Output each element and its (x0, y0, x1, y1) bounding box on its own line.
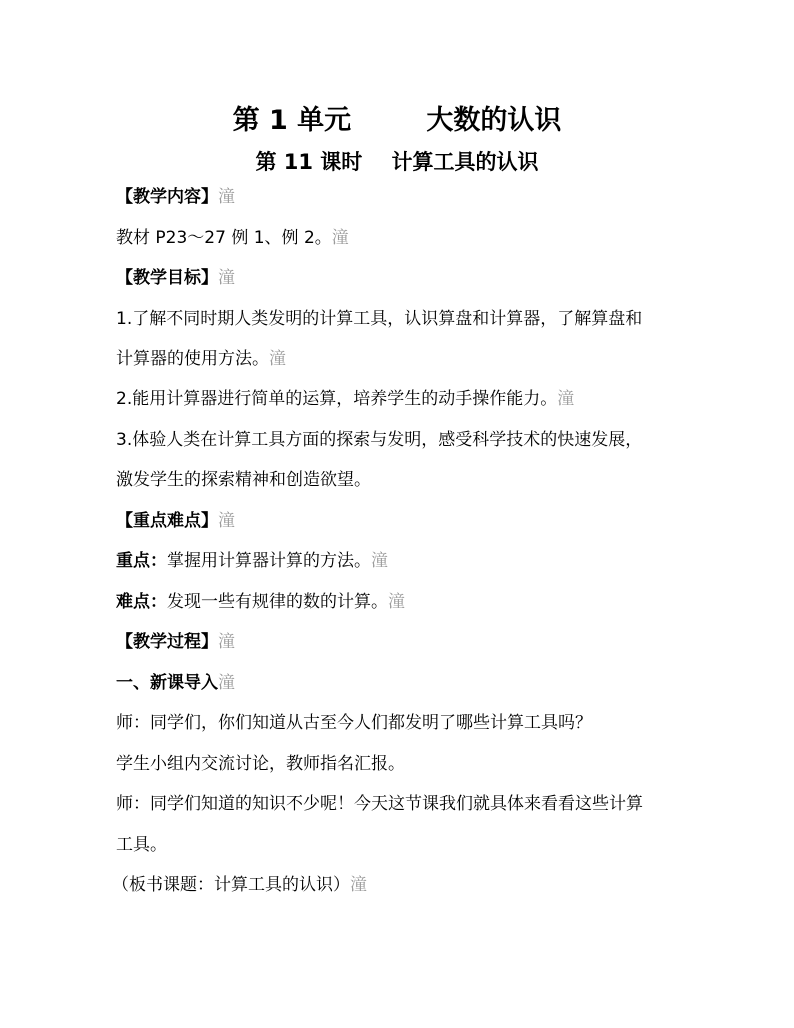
process-heading: 【教学过程】 (116, 632, 218, 652)
keypoints-heading: 【重点难点】 (116, 511, 218, 531)
mark-glyph: 潼 (557, 389, 575, 409)
mark-glyph: 潼 (218, 673, 235, 693)
mark-glyph: 潼 (350, 875, 367, 895)
content-text-line (116, 228, 716, 248)
mark-glyph: 潼 (218, 511, 235, 531)
goals-heading-line (116, 268, 716, 288)
goal1-line2: 计算器的使用方法。 (116, 349, 269, 369)
content-heading: 【教学内容】 (116, 187, 218, 207)
mark-glyph: 潼 (218, 632, 235, 652)
part1-heading-line (116, 673, 716, 693)
paragraph-2: 学生小组内交流讨论，教师指名汇报。 (116, 754, 405, 774)
goal3-line2: 激发学生的探索精神和创造欲望。 (116, 470, 371, 490)
paragraph-4: （板书课题：计算工具的认识） (112, 875, 350, 895)
goal1-line2-line (116, 349, 716, 369)
mark-glyph: 潼 (218, 187, 235, 207)
goal2-line (116, 389, 716, 409)
part1-heading: 一、新课导入 (116, 673, 218, 693)
key-label: 重点： (116, 551, 167, 571)
paragraph-4-line (112, 875, 712, 895)
mark-glyph: 潼 (269, 349, 286, 369)
goal2: 2.能用计算器进行简单的运算，培养学生的动手操作能力。 (116, 389, 558, 409)
goals-heading: 【教学目标】 (116, 268, 218, 288)
mark-glyph: 潼 (371, 551, 388, 571)
unit-title: 第 1 单元 大数的认识 (232, 105, 562, 136)
process-heading-line (116, 632, 716, 652)
key-point-line (116, 551, 716, 571)
content-text: 教材 P23～27 例 1、例 2。 (116, 228, 332, 248)
paragraph-3-line2: 工具。 (116, 835, 167, 855)
mark-glyph: 潼 (331, 228, 349, 248)
mark-glyph: 潼 (218, 268, 235, 288)
difficult-text: 发现一些有规律的数的计算。 (167, 592, 388, 612)
content-heading-line (116, 187, 716, 207)
paragraph-1: 师：同学们，你们知道从古至今人们都发明了哪些计算工具吗？ (116, 713, 592, 733)
key-text: 掌握用计算器计算的方法。 (167, 551, 371, 571)
paragraph-3-line1: 师：同学们知道的知识不少呢！今天这节课我们就具体来看看这些计算 (116, 794, 643, 814)
mark-glyph: 潼 (388, 592, 405, 612)
goal1-line1: 1.了解不同时期人类发明的计算工具，认识算盘和计算器，了解算盘和 (116, 309, 643, 329)
keypoints-heading-line (116, 511, 716, 531)
goal3-line1: 3.体验人类在计算工具方面的探索与发明，感受科学技术的快速发展， (116, 430, 643, 450)
difficult-point-line (116, 592, 716, 612)
lesson-title: 第 11 课时 计算工具的认识 (255, 150, 539, 174)
difficult-label: 难点： (116, 592, 167, 612)
